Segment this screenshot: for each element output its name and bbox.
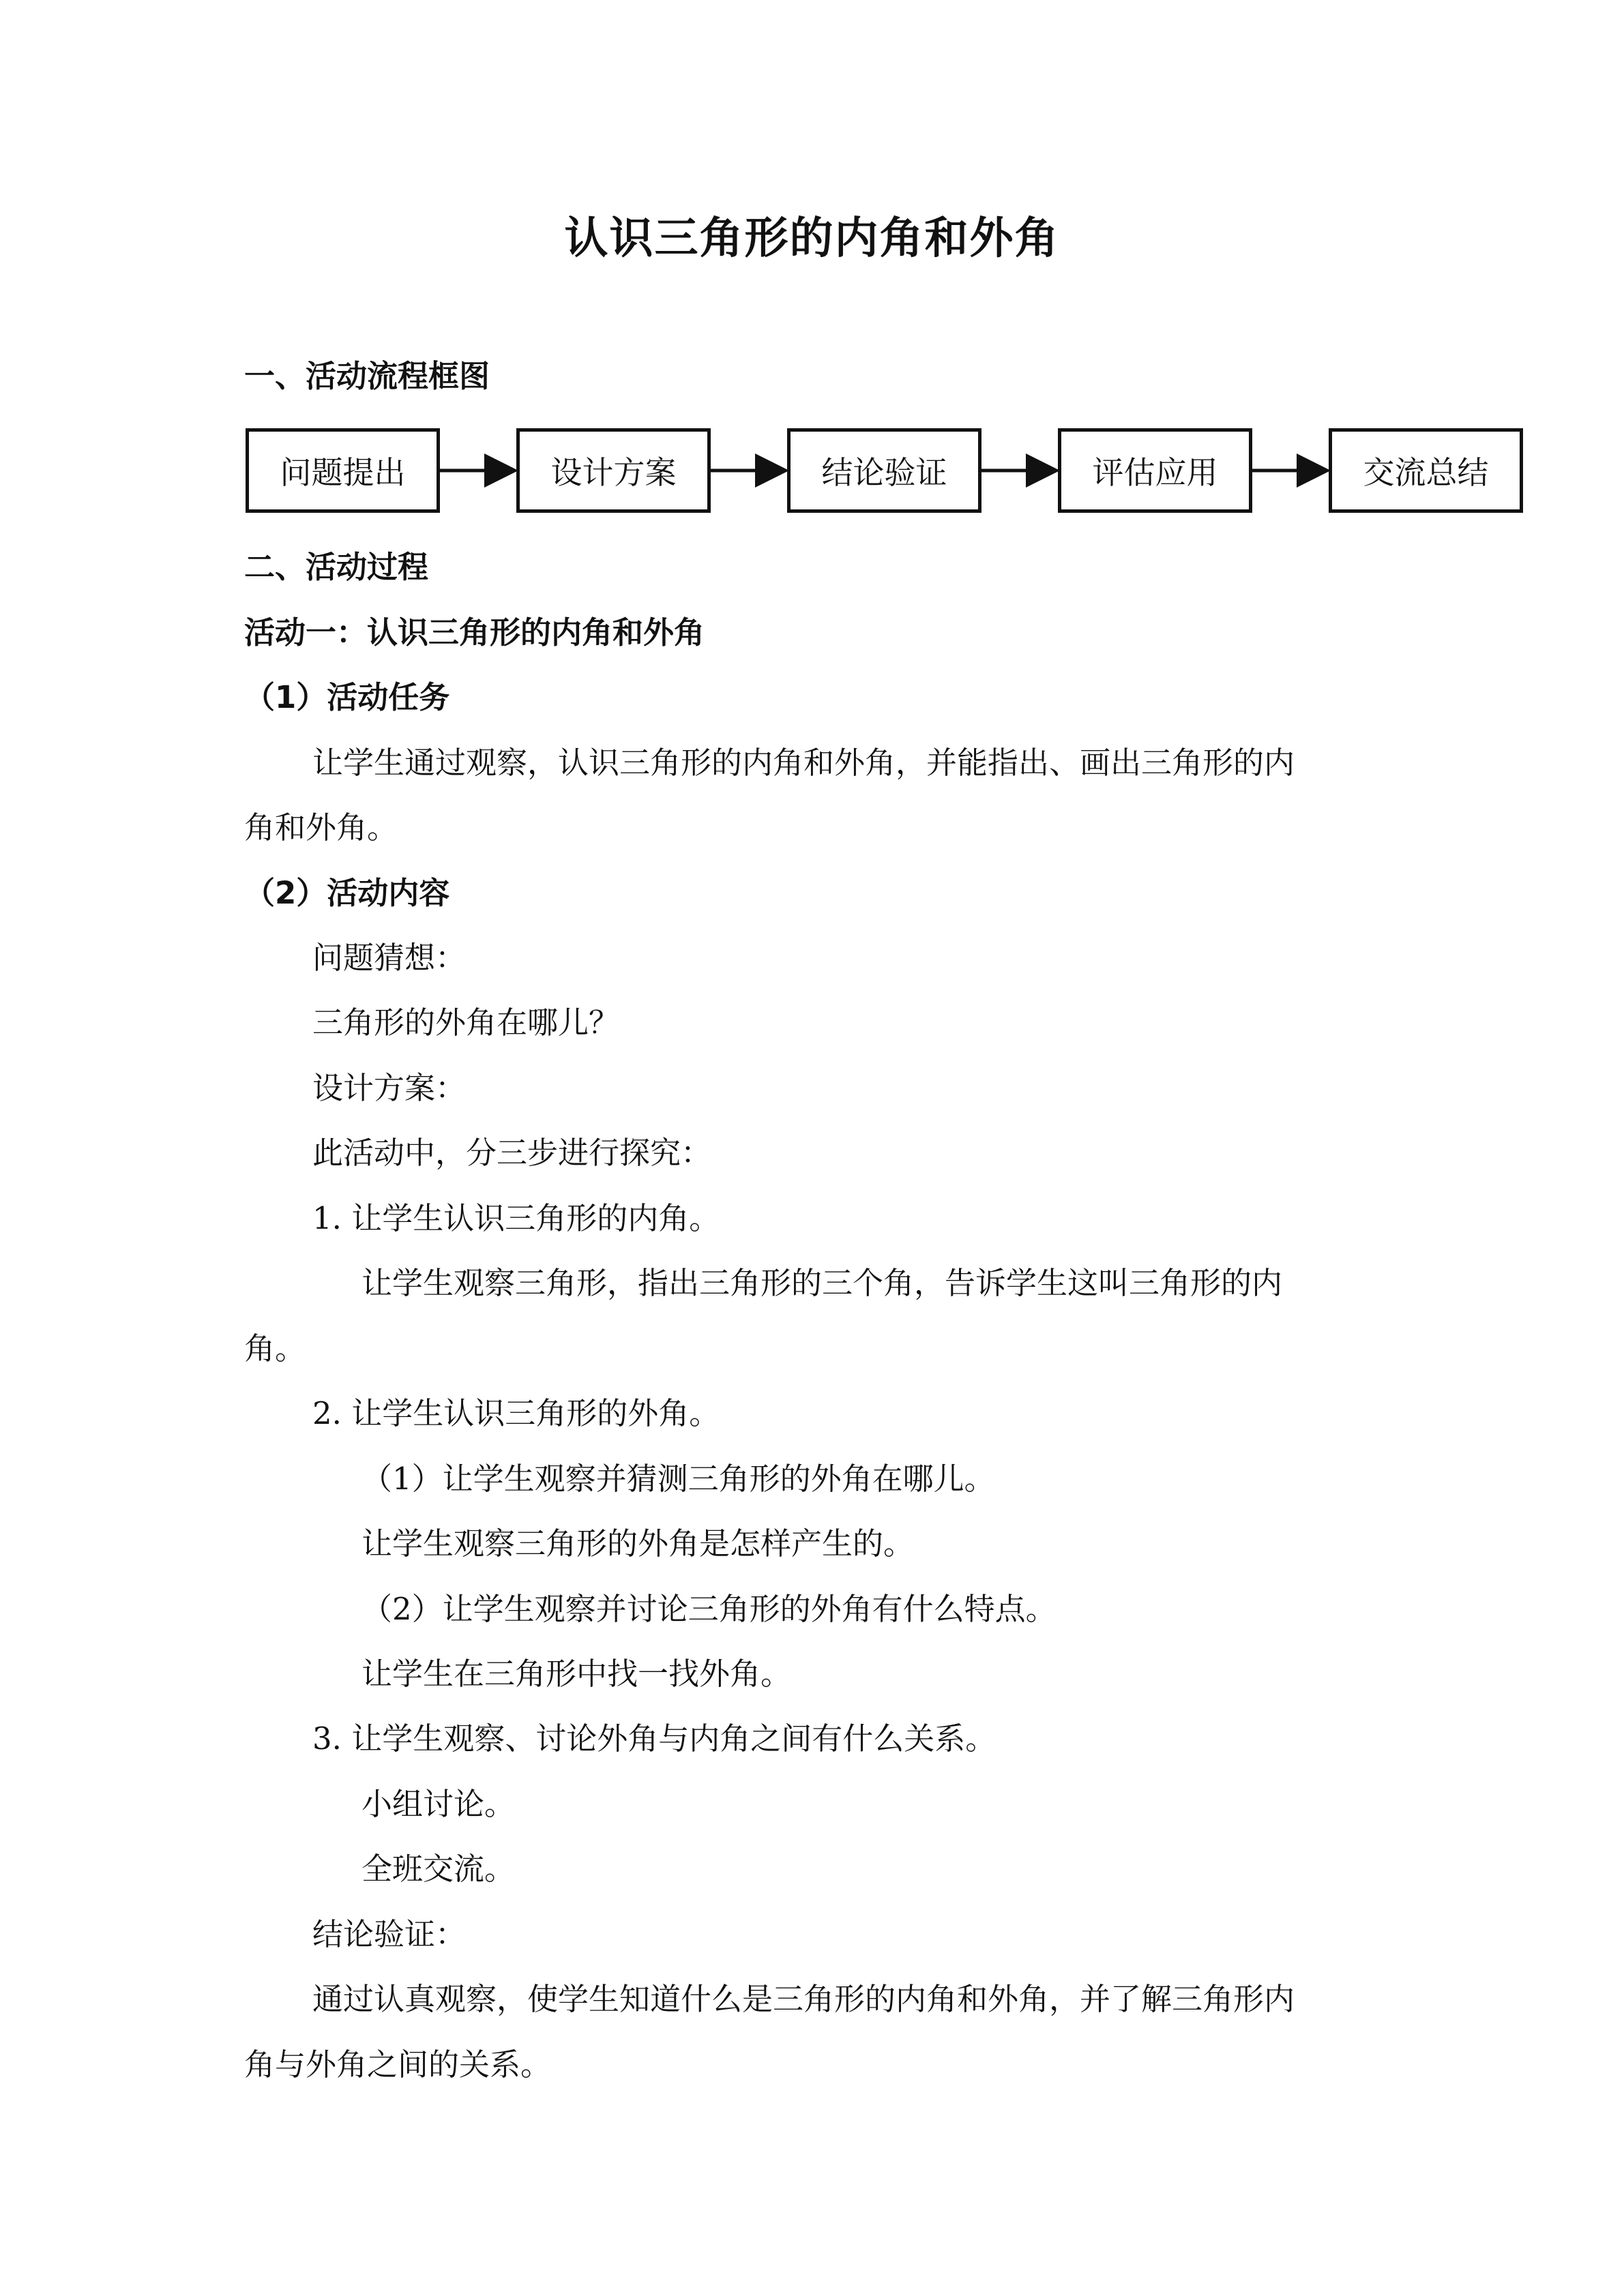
task-text-line-1: 让学生通过观察，认识三角形的内角和外角，并能指出、画出三角形的内 (312, 745, 1295, 781)
text-conclusion-heading: 结论验证： (312, 1916, 467, 1952)
text-question-guess: 问题猜想： (312, 940, 467, 976)
flow-step-5: 交流总结 (1329, 428, 1523, 513)
step-2-sub-2-detail: 让学生在三角形中找一找外角。 (361, 1656, 792, 1692)
flow-step-2: 设计方案 (516, 428, 711, 513)
step-2-sub-1-detail: 让学生观察三角形的外角是怎样产生的。 (361, 1525, 915, 1562)
content-heading: （2）活动内容 (244, 875, 450, 911)
text-question: 三角形的外角在哪儿？ (312, 1004, 620, 1041)
step-2: 2. 让学生认识三角形的外角。 (312, 1395, 720, 1431)
task-heading: （1）活动任务 (244, 679, 450, 715)
conclusion-line-1: 通过认真观察，使学生知道什么是三角形的内角和外角，并了解三角形内 (312, 1981, 1295, 2017)
text-three-steps: 此活动中，分三步进行探究： (312, 1135, 712, 1171)
flow-step-3: 结论验证 (787, 428, 981, 513)
step-2-sub-2: （2）让学生观察并讨论三角形的外角有什么特点。 (361, 1591, 1057, 1627)
activity-title: 活动一：认识三角形的内角和外角 (244, 614, 705, 651)
step-1-detail-line-2: 角。 (244, 1330, 306, 1367)
step-2-sub-1: （1）让学生观察并猜测三角形的外角在哪儿。 (361, 1461, 995, 1497)
conclusion-line-2: 角与外角之间的关系。 (244, 2046, 552, 2083)
step-3-class-exchange: 全班交流。 (361, 1851, 516, 1887)
section-heading-process: 二、活动过程 (244, 549, 429, 585)
step-1-detail-line-1: 让学生观察三角形，指出三角形的三个角，告诉学生这叫三角形的内 (361, 1265, 1283, 1301)
step-3-group-discussion: 小组讨论。 (361, 1786, 516, 1822)
page-title: 认识三角形的内角和外角 (564, 213, 1060, 264)
step-1: 1. 让学生认识三角形的内角。 (312, 1200, 720, 1236)
flow-step-4: 评估应用 (1058, 428, 1252, 513)
task-text-line-2: 角和外角。 (244, 809, 398, 846)
text-design-plan: 设计方案： (312, 1070, 467, 1106)
flow-step-1: 问题提出 (246, 428, 440, 513)
step-3: 3. 让学生观察、讨论外角与内角之间有什么关系。 (312, 1720, 996, 1757)
section-heading-flowchart: 一、活动流程框图 (244, 358, 490, 394)
